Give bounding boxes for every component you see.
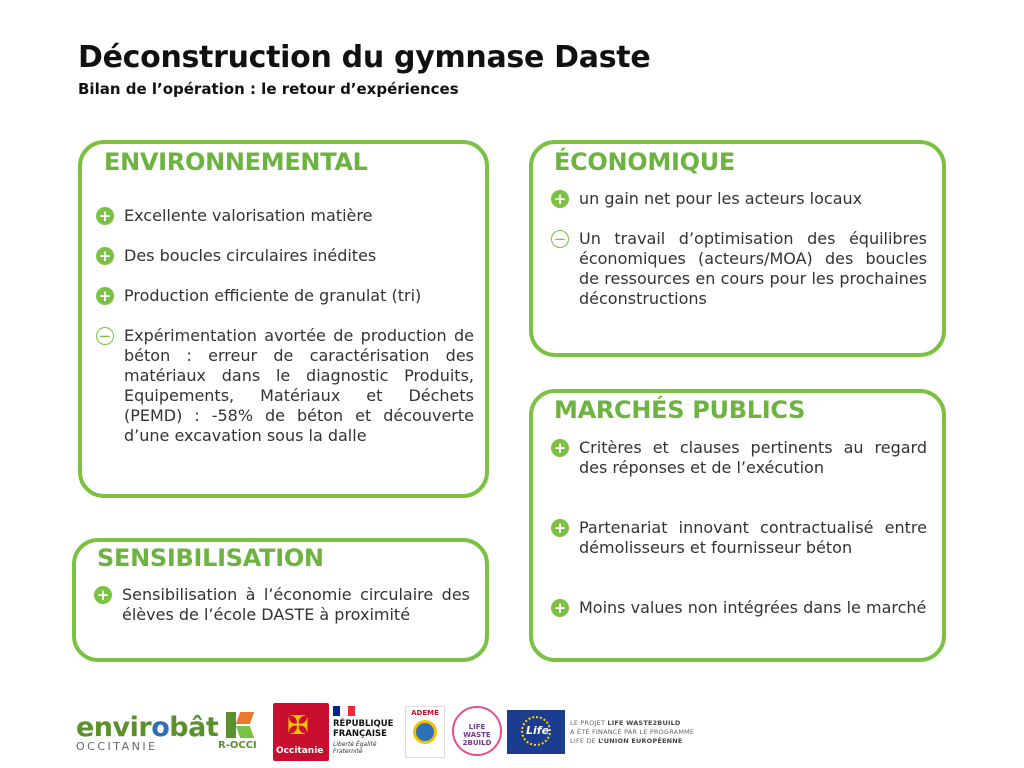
plus-icon: + [551, 439, 569, 457]
envirobat-sub: OCCITANIE [76, 740, 158, 753]
list-item-text: Expérimentation avortée de production de béton : erreur de caractérisation des matériaux dans le diagnostic Produits, Equipements, Matériaux et Déchets (PEMD) : -58% de béton et découverte d’une excavation sous la dalle [124, 326, 474, 445]
minus-icon: − [96, 327, 114, 345]
plus-icon: + [94, 586, 112, 604]
plus-icon: + [551, 599, 569, 617]
envirobat-brand-b: o [151, 712, 170, 743]
card-sensibilisation-title: SENSIBILISATION [89, 544, 332, 572]
minus-icon: − [551, 230, 569, 248]
list-item-text: Critères et clauses pertinents au regard des réponses et de l’exécution [579, 438, 927, 477]
page-title: Déconstruction du gymnase Daste [78, 40, 651, 75]
list-item [551, 518, 927, 558]
logo-republique-francaise [333, 706, 393, 755]
envirobat-brand-c: bât [169, 712, 219, 743]
card-economique-title: ÉCONOMIQUE [546, 148, 743, 176]
list-item-text: Partenariat innovant contractualisé entre démolisseurs et fournisseur béton [579, 518, 927, 557]
list-item-text: Moins values non intégrées dans le marché [579, 598, 927, 617]
list-item [551, 438, 927, 478]
list-item [551, 598, 927, 618]
globe-icon [413, 720, 437, 744]
list-item-text: Un travail d’optimisation des équilibres économiques (acteurs/MOA) des boucles de ressources en cours pour les prochaines déconstructions [579, 229, 927, 308]
waste-label: LIFE WASTE 2BUILD [462, 723, 492, 747]
list-item-text: Sensibilisation à l’économie circulaire des élèves de l’école DASTE à proximité [122, 585, 470, 624]
logo-life-waste2build [452, 706, 502, 756]
list-item [551, 189, 927, 209]
ademe-label: ADEME [411, 709, 439, 717]
rf-line1: RÉPUBLIQUE [333, 719, 394, 729]
logo-occitanie [273, 703, 329, 761]
plus-icon: + [96, 287, 114, 305]
french-flag-icon [333, 706, 355, 716]
list-item [96, 326, 474, 446]
list-item [96, 246, 474, 266]
rocci-label: R-OCCI [218, 740, 257, 751]
list-item-text: Des boucles circulaires inédites [124, 246, 377, 265]
envirobat-brand-a: envir [76, 712, 152, 743]
eu-funding-text: LE PROJET LIFE WASTE2BUILD A ÉTÉ FINANCÉ PAR LE PROGRAMME LIFE DE L’UNION EUROPÉENNE [570, 719, 695, 745]
page-subtitle: Bilan de l’opération : le retour d’expériences [78, 80, 459, 98]
card-marches-publics-title: MARCHÉS PUBLICS [546, 396, 813, 424]
occitan-cross-icon: ✠ [287, 711, 309, 741]
plus-icon: + [551, 519, 569, 537]
plus-icon: + [96, 207, 114, 225]
card-environnemental-title: ENVIRONNEMENTAL [96, 148, 376, 176]
logo-ademe [405, 706, 445, 758]
list-item [94, 585, 470, 625]
eu-life-label: Life [526, 724, 550, 737]
list-item-text: un gain net pour les acteurs locaux [579, 189, 863, 208]
list-item-text: Production efficiente de granulat (tri) [124, 286, 422, 305]
plus-icon: + [96, 247, 114, 265]
logo-envirobat [76, 712, 218, 753]
list-item [96, 206, 474, 226]
logo-eu-life [507, 710, 565, 754]
occitanie-label: Occitanie [276, 746, 324, 756]
rf-motto: Liberté Égalité Fraternité [333, 741, 377, 755]
logo-rocci [218, 712, 262, 751]
list-item [551, 229, 927, 309]
list-item-text: Excellente valorisation matière [124, 206, 373, 225]
plus-icon: + [551, 190, 569, 208]
rf-line2: FRANÇAISE [333, 729, 387, 739]
list-item [96, 286, 474, 306]
